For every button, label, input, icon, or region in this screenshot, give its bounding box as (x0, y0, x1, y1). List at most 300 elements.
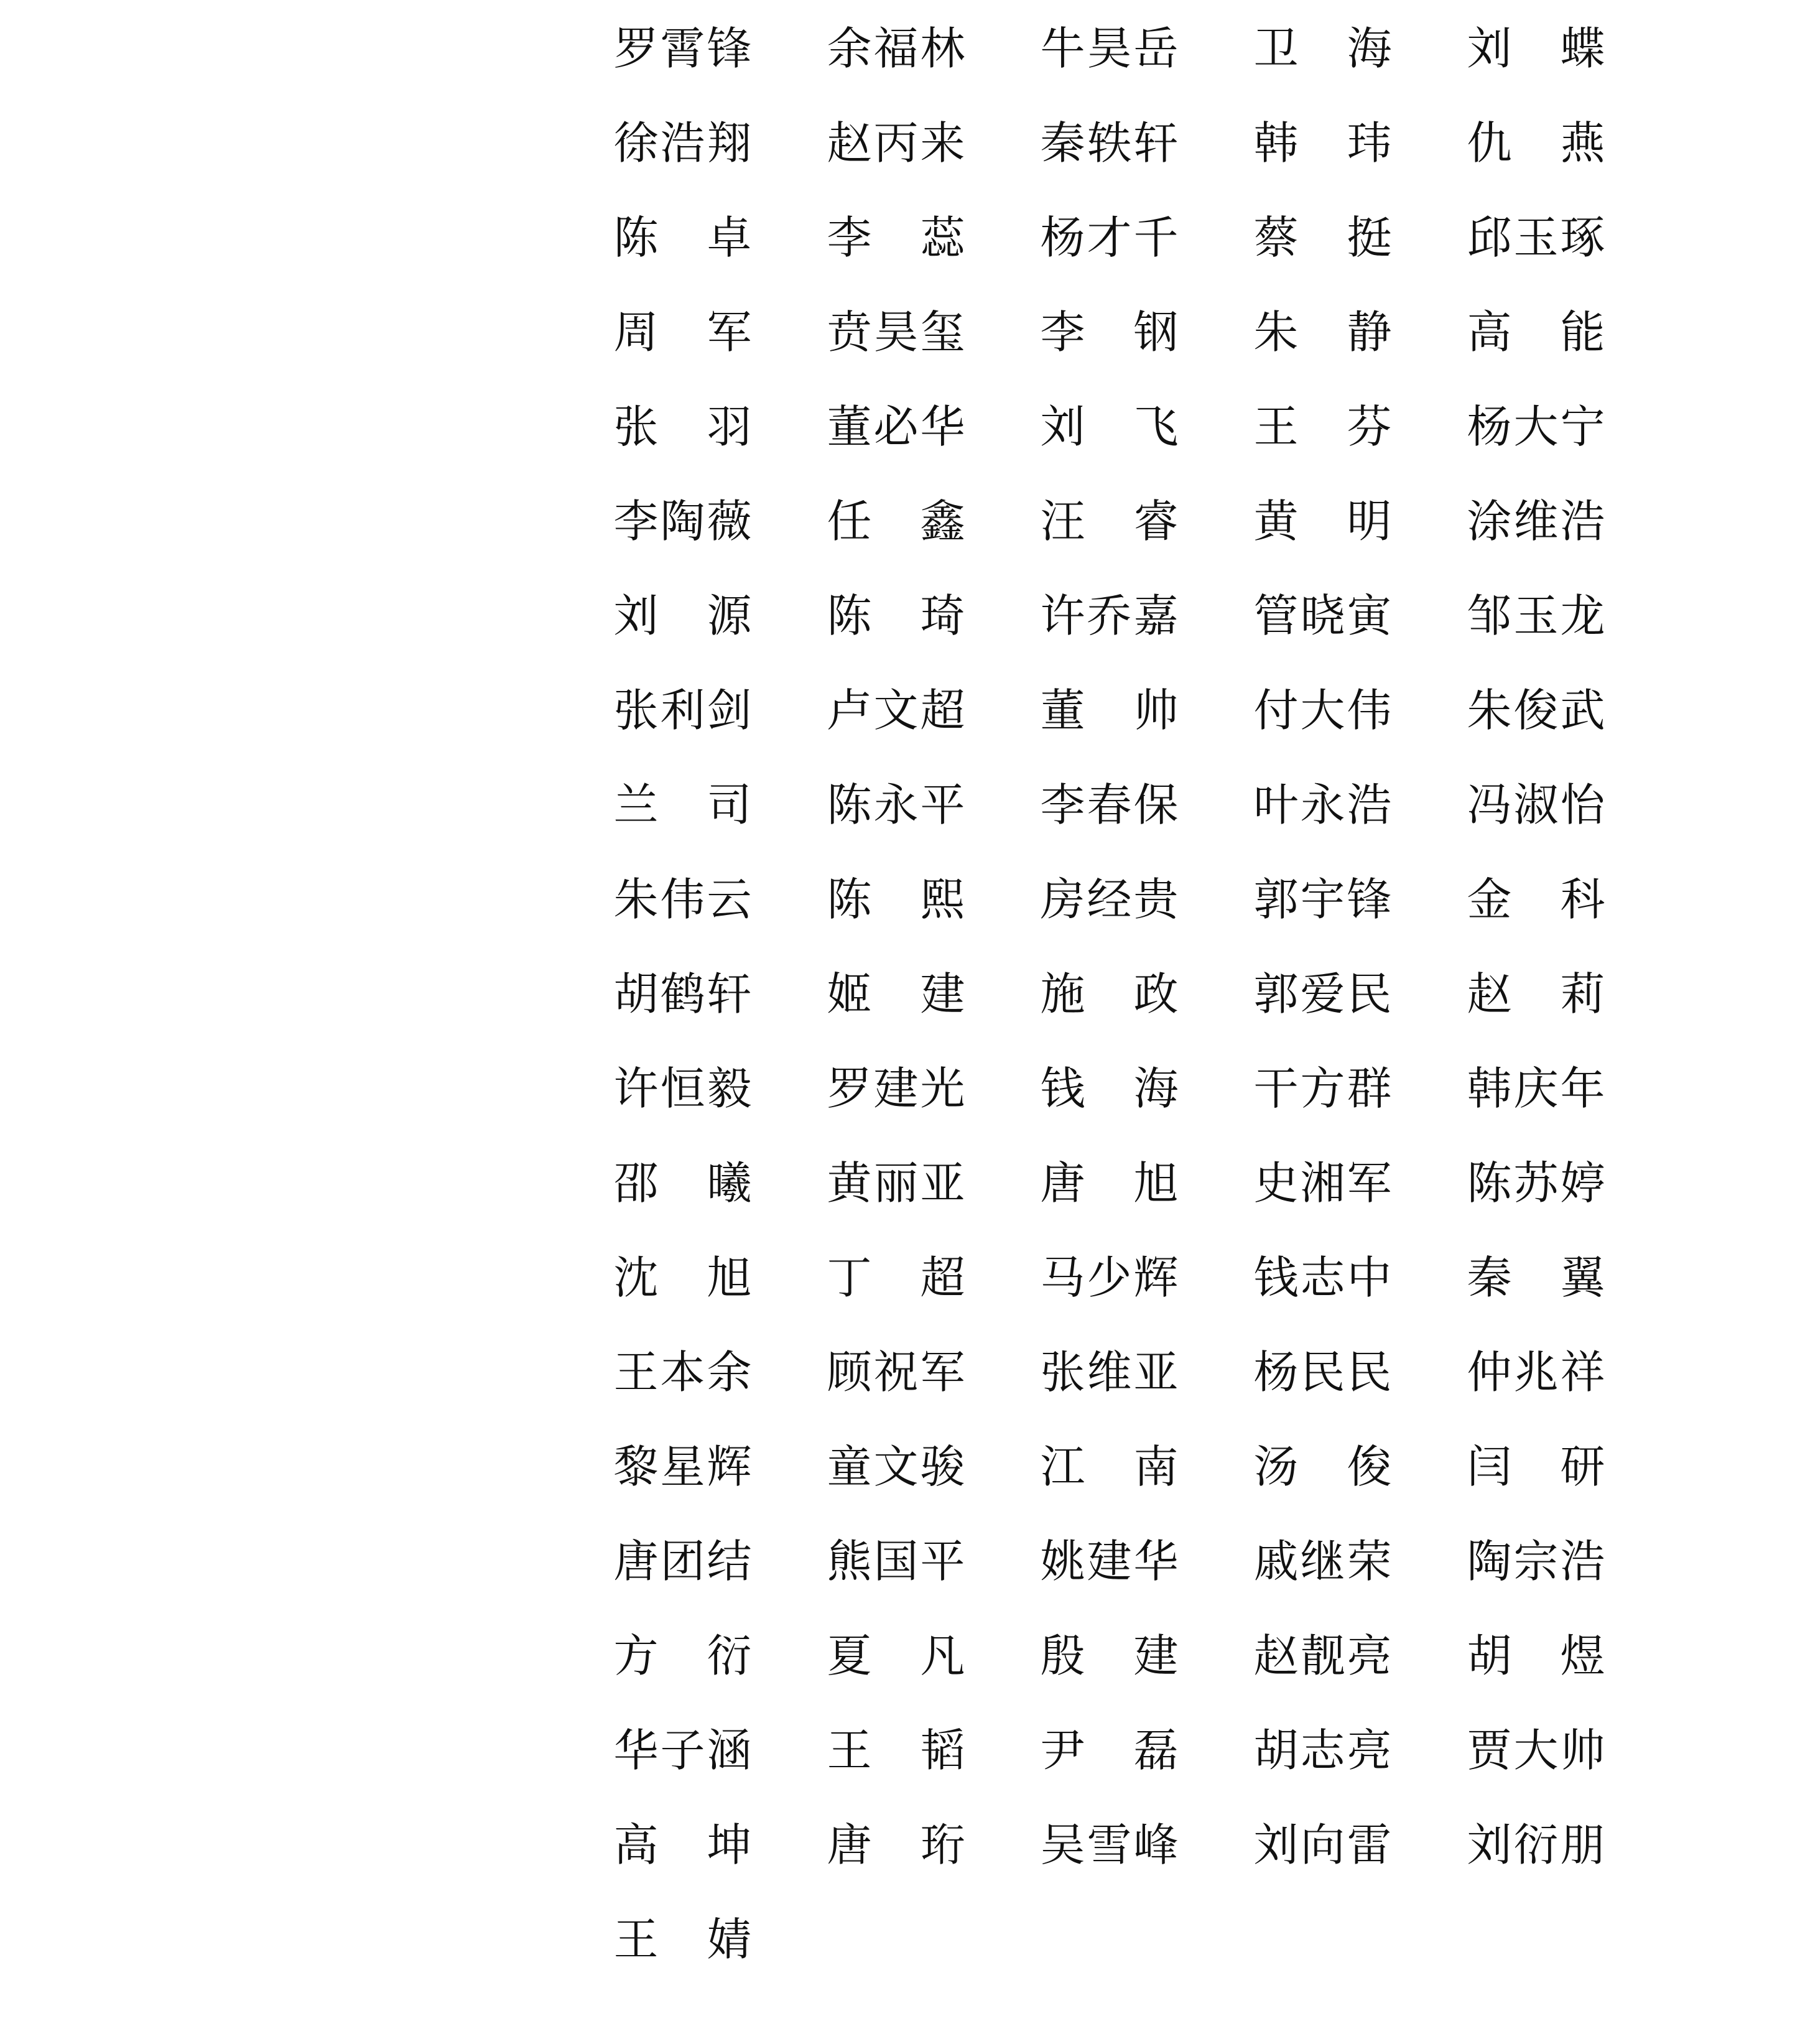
name-character: 郭 (1253, 873, 1299, 926)
name-character: 研 (1560, 1441, 1605, 1493)
name-character: 华 (613, 1724, 659, 1777)
name-entry (826, 1630, 966, 1682)
name-entry (826, 401, 966, 453)
name-entry (1253, 873, 1393, 926)
name-character: 庆 (1513, 1062, 1559, 1115)
name-character: 宇 (1300, 873, 1345, 926)
name-character: 韩 (1253, 117, 1299, 169)
name-character: 华 (1133, 1535, 1179, 1587)
name-character: 凡 (920, 1630, 965, 1682)
name-character: 明 (1347, 495, 1392, 547)
name-character: 童 (827, 1441, 872, 1493)
name-character: 房 (1040, 873, 1085, 926)
name-character: 向 (1300, 1819, 1345, 1871)
name-character: 杨 (1467, 401, 1512, 453)
name-character: 秦 (1040, 117, 1085, 169)
name-character: 高 (1467, 306, 1512, 358)
name-character: 浩 (1560, 1535, 1605, 1587)
name-character: 任 (827, 495, 872, 547)
name-character: 毅 (707, 1062, 752, 1115)
name-entry (613, 211, 753, 264)
name-entry (613, 1630, 753, 1682)
name-entry (826, 1346, 966, 1398)
name-character: 芬 (1347, 401, 1392, 453)
name-character: 建 (1087, 1535, 1132, 1587)
name-character: 超 (920, 1252, 965, 1304)
name-character: 卫 (1253, 22, 1299, 75)
name-character: 志 (1300, 1724, 1345, 1777)
name-character: 余 (707, 1346, 752, 1398)
name-character: 浩 (1560, 495, 1605, 547)
name-character: 羽 (707, 401, 752, 453)
name-character: 乔 (1087, 590, 1132, 642)
name-entry (1466, 306, 1606, 358)
name-character: 熙 (920, 873, 965, 926)
name-character: 苏 (1513, 1157, 1559, 1209)
name-character: 团 (660, 1535, 705, 1587)
name-character: 韩 (1467, 1062, 1512, 1115)
name-entry (826, 1441, 966, 1493)
name-character: 雷 (1347, 1819, 1392, 1871)
name-character: 衍 (1513, 1819, 1559, 1871)
name-character: 旭 (1133, 1157, 1179, 1209)
name-character: 王 (613, 1913, 659, 1966)
name-character: 陈 (827, 779, 872, 831)
name-character: 玺 (920, 306, 965, 358)
name-character: 霄 (660, 22, 705, 75)
name-character: 朱 (613, 873, 659, 926)
name-entry (1253, 119, 1393, 167)
name-entry (1039, 1821, 1179, 1869)
name-character: 帅 (1133, 684, 1179, 736)
name-character: 骏 (920, 1441, 965, 1493)
name-character: 韬 (920, 1724, 965, 1777)
name-character: 李 (1040, 306, 1085, 358)
name-character: 宗 (1513, 1535, 1559, 1587)
name-character: 岳 (1133, 22, 1179, 75)
name-entry (1039, 590, 1179, 642)
name-entry (613, 1724, 753, 1777)
name-character: 夏 (827, 1630, 872, 1682)
name-character: 文 (873, 684, 919, 736)
name-character: 继 (1300, 1535, 1345, 1587)
name-entry (1039, 22, 1179, 75)
name-entry (826, 684, 966, 736)
name-character: 王 (613, 1346, 659, 1398)
name-character: 超 (920, 684, 965, 736)
name-character: 金 (1467, 873, 1512, 926)
name-character: 陈 (827, 590, 872, 642)
name-character: 卓 (707, 211, 752, 264)
name-character: 钱 (1040, 1062, 1085, 1115)
name-list (613, 22, 1606, 1966)
name-entry (613, 1062, 753, 1115)
name-character: 蝶 (1560, 22, 1605, 75)
name-character: 邵 (613, 1157, 659, 1209)
name-character: 睿 (1133, 495, 1179, 547)
name-character: 军 (707, 306, 752, 358)
name-character: 史 (1253, 1157, 1299, 1209)
name-character: 晓 (1300, 590, 1345, 642)
name-character: 轩 (707, 968, 752, 1020)
name-character: 仲 (1467, 1346, 1512, 1398)
name-entry (826, 1724, 966, 1777)
name-entry (613, 1441, 753, 1493)
name-character: 伟 (1347, 684, 1392, 736)
name-character: 亮 (1347, 1724, 1392, 1777)
name-entry (1039, 1159, 1179, 1207)
name-entry (613, 1252, 753, 1304)
name-entry (1253, 401, 1393, 453)
name-character: 俊 (1347, 1441, 1392, 1493)
name-entry (1253, 1535, 1393, 1587)
name-entry (1253, 1062, 1393, 1115)
name-character: 郭 (1253, 968, 1299, 1020)
name-character: 民 (1347, 1346, 1392, 1398)
name-entry (1253, 590, 1393, 642)
name-character: 军 (1347, 1157, 1392, 1209)
name-character: 付 (1253, 684, 1299, 736)
name-entry (826, 873, 966, 926)
name-entry (1039, 684, 1179, 736)
name-character: 丁 (827, 1252, 872, 1304)
name-entry (1253, 22, 1393, 75)
name-entry (1466, 781, 1606, 829)
name-character: 朱 (1467, 684, 1512, 736)
name-entry (826, 211, 966, 264)
name-character: 吴 (1040, 1819, 1085, 1871)
name-character: 珩 (920, 1819, 965, 1871)
name-character: 经 (1087, 873, 1132, 926)
name-character: 辉 (707, 1441, 752, 1493)
name-entry (1253, 1346, 1393, 1398)
name-entry (613, 970, 753, 1018)
name-entry (1039, 781, 1179, 829)
name-character: 尹 (1040, 1724, 1085, 1777)
name-character: 维 (1513, 495, 1559, 547)
name-character: 燕 (1560, 117, 1605, 169)
name-character: 刘 (1467, 1819, 1512, 1871)
name-character: 黄 (827, 1157, 872, 1209)
name-entry (826, 1821, 966, 1869)
name-entry (1466, 1346, 1606, 1398)
name-character: 维 (1087, 1346, 1132, 1398)
name-entry (1039, 873, 1179, 926)
name-entry (826, 970, 966, 1018)
name-entry (1253, 1630, 1393, 1682)
name-character: 闫 (1467, 1441, 1512, 1493)
name-character: 海 (1347, 22, 1392, 75)
name-character: 莉 (1560, 968, 1605, 1020)
name-character: 秦 (1467, 1252, 1512, 1304)
name-character: 寅 (1347, 590, 1392, 642)
name-character: 蔡 (1253, 211, 1299, 264)
name-character: 牛 (1040, 22, 1085, 75)
name-character: 朋 (1560, 1819, 1605, 1871)
name-entry (1466, 401, 1606, 453)
name-character: 飞 (1133, 401, 1179, 453)
name-character: 李 (613, 495, 659, 547)
name-entry (1039, 306, 1179, 358)
name-character: 能 (1560, 306, 1605, 358)
name-character: 叶 (1253, 779, 1299, 831)
name-character: 刘 (1253, 1819, 1299, 1871)
name-character: 唐 (827, 1819, 872, 1871)
name-character: 伟 (660, 873, 705, 926)
name-entry (1253, 781, 1393, 829)
name-character: 邱 (1467, 211, 1512, 264)
name-character: 煜 (1560, 1630, 1605, 1682)
name-character: 玮 (1347, 117, 1392, 169)
name-character: 国 (873, 1535, 919, 1587)
name-entry (613, 873, 753, 926)
name-character: 马 (1040, 1252, 1085, 1304)
name-character: 轶 (1087, 117, 1132, 169)
name-character: 静 (1347, 306, 1392, 358)
name-entry (1039, 1630, 1179, 1682)
name-character: 子 (660, 1724, 705, 1777)
name-character: 挺 (1347, 211, 1392, 264)
name-character: 王 (827, 1724, 872, 1777)
name-entry (826, 1252, 966, 1304)
name-entry (826, 1535, 966, 1587)
name-character: 雪 (1087, 1819, 1132, 1871)
name-character: 殷 (1040, 1630, 1085, 1682)
name-character: 民 (1300, 1346, 1345, 1398)
name-character: 兆 (1513, 1346, 1559, 1398)
name-character: 政 (1133, 968, 1179, 1020)
name-character: 云 (707, 873, 752, 926)
name-entry (1253, 1724, 1393, 1777)
name-entry (826, 1062, 966, 1115)
name-character: 董 (1040, 684, 1085, 736)
name-entry (613, 1346, 753, 1398)
name-character: 结 (707, 1535, 752, 1587)
name-entry (1253, 211, 1393, 264)
name-character: 胡 (613, 968, 659, 1020)
name-character: 张 (613, 684, 659, 736)
name-entry (1253, 1252, 1393, 1304)
name-entry (826, 119, 966, 167)
name-character: 涂 (1467, 495, 1512, 547)
name-character: 赵 (1467, 968, 1512, 1020)
name-character: 福 (873, 22, 919, 75)
name-entry (1039, 495, 1179, 547)
name-character: 司 (707, 779, 752, 831)
name-character: 建 (920, 968, 965, 1020)
name-character: 罗 (827, 1062, 872, 1115)
name-character: 大 (1513, 401, 1559, 453)
name-character: 来 (920, 117, 965, 169)
name-entry (613, 22, 753, 75)
name-entry (1466, 1724, 1606, 1777)
name-entry (1253, 495, 1393, 547)
name-character: 剑 (707, 684, 752, 736)
name-character: 涵 (707, 1724, 752, 1777)
name-character: 锋 (707, 22, 752, 75)
name-entry (1039, 119, 1179, 167)
name-character: 陈 (1467, 1157, 1512, 1209)
name-entry (613, 684, 753, 736)
name-character: 荣 (1347, 1535, 1392, 1587)
name-character: 峰 (1133, 1819, 1179, 1871)
name-character: 徐 (613, 117, 659, 169)
name-character: 南 (1133, 1441, 1179, 1493)
name-character: 怡 (1560, 779, 1605, 831)
name-character: 兰 (613, 779, 659, 831)
name-character: 琢 (1560, 211, 1605, 264)
name-entry (1466, 211, 1606, 264)
name-character: 祝 (873, 1346, 919, 1398)
name-character: 刘 (613, 590, 659, 642)
name-character: 坤 (707, 1819, 752, 1871)
name-entry (1039, 1535, 1179, 1587)
name-character: 姬 (827, 968, 872, 1020)
name-character: 中 (1347, 1252, 1392, 1304)
name-entry (1039, 1724, 1179, 1777)
name-character: 董 (827, 401, 872, 453)
name-character: 钢 (1133, 306, 1179, 358)
name-character: 年 (1560, 1062, 1605, 1115)
name-character: 靓 (1300, 1630, 1345, 1682)
name-character: 周 (613, 306, 659, 358)
name-character: 姚 (1040, 1535, 1085, 1587)
name-character: 轩 (1133, 117, 1179, 169)
name-character: 军 (920, 1346, 965, 1398)
name-entry (826, 495, 966, 547)
name-entry (613, 119, 753, 167)
name-character: 俊 (1513, 684, 1559, 736)
name-entry (1039, 1346, 1179, 1398)
name-entry (826, 590, 966, 642)
name-entry (613, 1821, 753, 1869)
name-character: 余 (827, 22, 872, 75)
name-character: 琦 (920, 590, 965, 642)
name-character: 浩 (660, 117, 705, 169)
name-entry (613, 495, 753, 547)
name-character: 亚 (1133, 1346, 1179, 1398)
name-character: 志 (1300, 1252, 1345, 1304)
name-character: 干 (1253, 1062, 1299, 1115)
name-character: 贾 (1467, 1724, 1512, 1777)
name-entry (1039, 1062, 1179, 1115)
name-character: 科 (1560, 873, 1605, 926)
name-character: 民 (1347, 968, 1392, 1020)
name-character: 黎 (613, 1441, 659, 1493)
name-entry (613, 781, 753, 829)
name-entry (1253, 1821, 1393, 1869)
name-character: 陈 (613, 211, 659, 264)
name-entry (1466, 1441, 1606, 1493)
name-character: 陈 (827, 873, 872, 926)
name-character: 戚 (1253, 1535, 1299, 1587)
name-character: 光 (920, 1062, 965, 1115)
name-character: 卢 (827, 684, 872, 736)
name-entry (826, 781, 966, 829)
name-character: 锋 (1347, 873, 1392, 926)
name-character: 婧 (707, 1913, 752, 1966)
name-character: 华 (920, 401, 965, 453)
name-character: 武 (1560, 684, 1605, 736)
name-character: 辉 (1133, 1252, 1179, 1304)
name-character: 沈 (613, 1252, 659, 1304)
name-entry (1466, 684, 1606, 736)
name-character: 平 (920, 1535, 965, 1587)
name-character: 玉 (1513, 211, 1559, 264)
name-entry (1253, 1441, 1393, 1493)
name-entry (1466, 1159, 1606, 1207)
name-character: 淑 (1513, 779, 1559, 831)
name-character: 才 (1087, 211, 1132, 264)
name-character: 昊 (1087, 22, 1132, 75)
name-entry (1466, 1535, 1606, 1587)
name-character: 管 (1253, 590, 1299, 642)
name-entry (613, 1535, 753, 1587)
name-character: 贲 (827, 306, 872, 358)
name-character: 杨 (1040, 211, 1085, 264)
name-character: 黄 (1253, 495, 1299, 547)
name-entry (1039, 1441, 1179, 1493)
name-character: 钱 (1253, 1252, 1299, 1304)
name-entry (1039, 1252, 1179, 1304)
name-entry (613, 1913, 753, 1966)
name-character: 群 (1347, 1062, 1392, 1115)
name-entry (1466, 1630, 1606, 1682)
name-character: 利 (660, 684, 705, 736)
name-character: 玉 (1513, 590, 1559, 642)
name-character: 张 (1040, 1346, 1085, 1398)
name-character: 顾 (827, 1346, 872, 1398)
name-character: 张 (613, 401, 659, 453)
name-character: 熊 (827, 1535, 872, 1587)
name-character: 唐 (1040, 1157, 1085, 1209)
name-entry (1466, 119, 1606, 167)
name-character: 罗 (613, 22, 659, 75)
name-character: 大 (1300, 684, 1345, 736)
name-character: 婷 (1560, 1157, 1605, 1209)
name-entry (1466, 22, 1606, 75)
name-entry (826, 306, 966, 358)
name-entry (613, 590, 753, 642)
name-entry (826, 22, 966, 75)
name-character: 大 (1513, 1724, 1559, 1777)
name-character: 李 (1040, 779, 1085, 831)
name-character: 胡 (1467, 1630, 1512, 1682)
name-character: 湘 (1300, 1157, 1345, 1209)
name-entry (826, 1159, 966, 1207)
name-character: 唐 (613, 1535, 659, 1587)
name-character: 方 (613, 1630, 659, 1682)
name-character: 浩 (1347, 779, 1392, 831)
name-character: 祥 (1560, 1346, 1605, 1398)
name-entry (1466, 495, 1606, 547)
name-character: 翼 (1560, 1252, 1605, 1304)
name-entry (1466, 1062, 1606, 1115)
name-character: 平 (920, 779, 965, 831)
name-character: 永 (873, 779, 919, 831)
name-character: 蕊 (920, 211, 965, 264)
name-character: 鑫 (920, 495, 965, 547)
name-character: 千 (1133, 211, 1179, 264)
name-character: 爱 (1300, 968, 1345, 1020)
name-character: 丙 (873, 117, 919, 169)
name-entry (1466, 970, 1606, 1018)
name-character: 鹤 (660, 968, 705, 1020)
name-entry (1466, 1252, 1606, 1304)
name-character: 保 (1133, 779, 1179, 831)
name-character: 海 (1133, 1062, 1179, 1115)
name-character: 曦 (707, 1157, 752, 1209)
